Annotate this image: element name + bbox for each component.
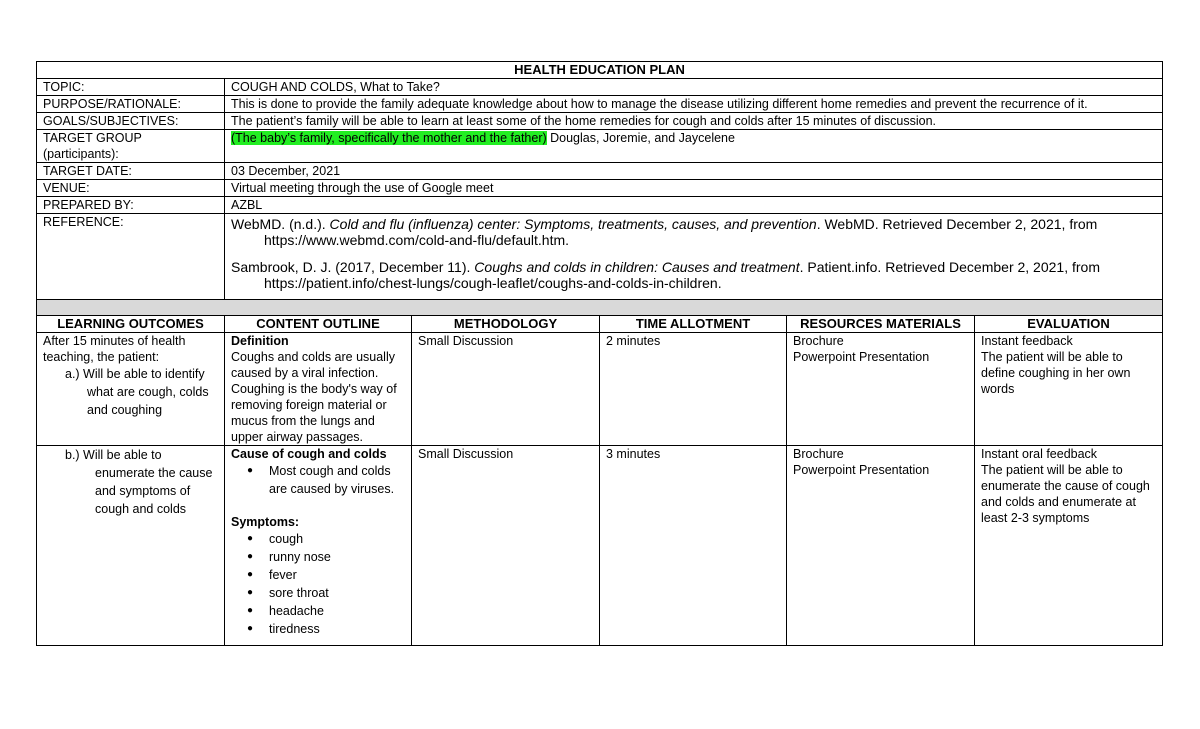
venue-value: Virtual meeting through the use of Google meet xyxy=(225,180,1163,197)
symptom-bullet: ● cough xyxy=(247,530,405,548)
evaluation-cell xyxy=(975,446,1163,646)
column-header: CONTENT OUTLINE xyxy=(225,316,412,333)
cause-bullet: ● Most cough and colds are caused by viruses. xyxy=(247,462,405,498)
resources-cell xyxy=(787,446,975,646)
symptom-bullet: ● headache xyxy=(247,602,405,620)
evaluation-title: Instant oral feedback xyxy=(981,447,1098,461)
resource-item: Powerpoint Presentation xyxy=(793,463,930,477)
target-group-highlight: (The baby’s family, specifically the mother and the father) xyxy=(231,131,547,145)
topic-label: TOPIC: xyxy=(37,79,225,96)
reference-item xyxy=(231,259,1156,291)
symptom-bullet: ● fever xyxy=(247,566,405,584)
venue-label: VENUE: xyxy=(37,180,225,197)
column-header: RESOURCES MATERIALS xyxy=(787,316,975,333)
outcome-item: a.) Will be able to identify what are cough, colds and coughing xyxy=(65,367,209,417)
evaluation-text: The patient will be able to define coughing in her own words xyxy=(981,350,1131,396)
target-date-value: 03 December, 2021 xyxy=(225,163,1163,180)
reference-source: . WebMD. Retrieved December 2, 2021, from https://www.webmd.com/cold-and-flu/default.htm. xyxy=(264,216,1098,248)
target-group-label xyxy=(37,130,225,163)
symptom-bullet: ● sore throat xyxy=(247,584,405,602)
reference-source: . Patient.info. Retrieved December 2, 2021, from https://patient.info/chest-lungs/cough-leaflet/coughs-and-colds-in-children. xyxy=(264,259,1100,291)
resources-cell xyxy=(787,333,975,446)
goals-label: GOALS/SUBJECTIVES: xyxy=(37,113,225,130)
symptom-bullet: ● tiredness xyxy=(247,620,405,638)
resource-item: Brochure xyxy=(793,334,844,348)
methodology-cell: Small Discussion xyxy=(412,333,600,446)
goals-value: The patient’s family will be able to learn at least some of the home remedies for cough and colds after 15 minutes of discussion. xyxy=(225,113,1163,130)
reference-item xyxy=(231,216,1156,248)
target-group-label-line1: TARGET GROUP xyxy=(43,131,142,145)
cause-list xyxy=(231,462,405,498)
symptom-bullet: ● runny nose xyxy=(247,548,405,566)
symptoms-heading: Symptoms: xyxy=(231,515,300,529)
content-text: Coughs and colds are usually caused by a viral infection. Coughing is the body's way of removing foreign material or mucus from the lungs and upper airway passages. xyxy=(231,350,397,444)
plan-title: HEALTH EDUCATION PLAN xyxy=(37,62,1163,79)
evaluation-title: Instant feedback xyxy=(981,334,1073,348)
column-header: TIME ALLOTMENT xyxy=(600,316,787,333)
symptom-list xyxy=(231,530,405,638)
learning-outcome-cell xyxy=(37,446,225,646)
outcome-intro: After 15 minutes of health teaching, the patient: xyxy=(43,334,186,364)
reference-label: REFERENCE: xyxy=(37,214,225,300)
time-allotment-cell: 2 minutes xyxy=(600,333,787,446)
resource-item: Brochure xyxy=(793,447,844,461)
time-allotment-cell: 3 minutes xyxy=(600,446,787,646)
reference-author: WebMD. (n.d.). xyxy=(231,216,330,232)
content-outline-cell xyxy=(225,446,412,646)
purpose-label: PURPOSE/RATIONALE: xyxy=(37,96,225,113)
learning-outcome-cell xyxy=(37,333,225,446)
content-heading: Definition xyxy=(231,334,289,348)
column-header: METHODOLOGY xyxy=(412,316,600,333)
methodology-cell: Small Discussion xyxy=(412,446,600,646)
column-header: LEARNING OUTCOMES xyxy=(37,316,225,333)
target-date-label: TARGET DATE: xyxy=(37,163,225,180)
topic-value: COUGH AND COLDS, What to Take? xyxy=(225,79,1163,96)
reference-title: Coughs and colds in children: Causes and treatment xyxy=(474,259,800,275)
column-header: EVALUATION xyxy=(975,316,1163,333)
reference-author: Sambrook, D. J. (2017, December 11). xyxy=(231,259,475,275)
content-heading: Cause of cough and colds xyxy=(231,447,387,461)
purpose-value: This is done to provide the family adequate knowledge about how to manage the disease utilizing different home remedies and prevent the recurrence of it. xyxy=(225,96,1163,113)
reference-list xyxy=(225,214,1163,300)
gray-divider-row xyxy=(37,300,1163,316)
evaluation-cell xyxy=(975,333,1163,446)
evaluation-text: The patient will be able to enumerate the cause of cough and colds and enumerate at least 2-3 symptoms xyxy=(981,463,1150,525)
prepared-by-label: PREPARED BY: xyxy=(37,197,225,214)
reference-title: Cold and flu (influenza) center: Symptoms, treatments, causes, and prevention xyxy=(329,216,817,232)
resource-item: Powerpoint Presentation xyxy=(793,350,930,364)
health-education-plan-table xyxy=(36,61,1163,646)
prepared-by-value: AZBL xyxy=(225,197,1163,214)
outcome-item: b.) Will be able to enumerate the cause and symptoms of cough and colds xyxy=(65,448,213,516)
target-group-label-line2: (participants): xyxy=(43,147,119,161)
content-outline-cell xyxy=(225,333,412,446)
target-group-value xyxy=(225,130,1163,163)
target-group-names: Douglas, Joremie, and Jaycelene xyxy=(546,131,735,145)
